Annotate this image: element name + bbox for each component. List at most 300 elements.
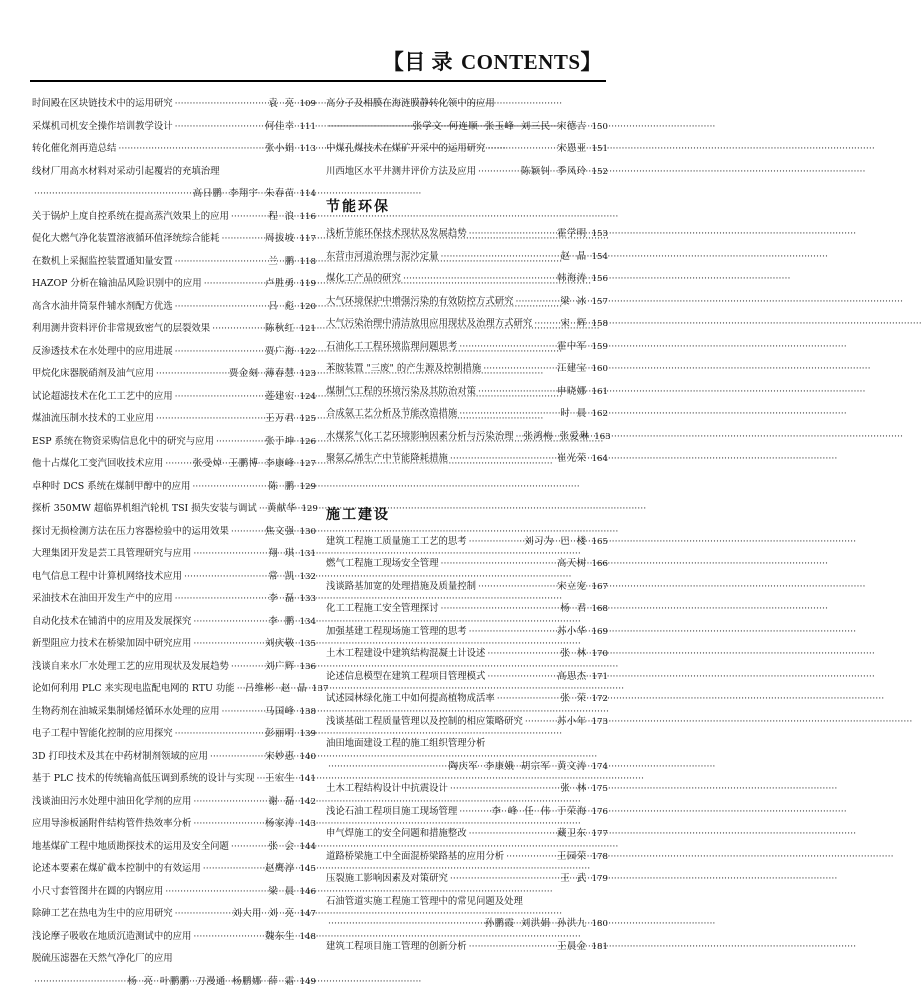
toc-entry[interactable] (32, 276, 316, 299)
toc-entry-page: 174 (592, 760, 608, 776)
leader-dots (204, 276, 263, 292)
header-bracket-open: 【 (383, 50, 405, 74)
leader-dots (216, 434, 263, 450)
toc-entry-author: 谢 磊 (268, 794, 294, 810)
toc-entry-title: 煤制气工程的环境污染及其防治对策 (326, 384, 476, 400)
toc-entry-author: 苏小华 (557, 624, 587, 640)
leader-dots (525, 714, 555, 730)
toc-entry-title: 苯胺装置 "三废" 的产生源及控制措施 (326, 361, 481, 377)
toc-entry-author: 宋恩亚 (557, 141, 587, 157)
leader-dots (259, 501, 265, 517)
leader-dots (175, 389, 263, 405)
leader-dots (175, 906, 231, 922)
leader-dots (156, 411, 263, 427)
leader-dots (165, 884, 266, 900)
section-title-energy: 节能环保 (326, 186, 608, 226)
toc-entry[interactable] (32, 366, 316, 389)
toc-entry-author: 焦文强 (265, 524, 295, 540)
toc-entry-page: 173 (592, 715, 608, 731)
toc-entry-author: 陈 鹏 (268, 479, 294, 495)
toc-entry-page: 133 (300, 592, 316, 608)
toc-entry-title: 关于锅炉上度自控系统在提高蒸汽效果上的应用 (32, 209, 229, 225)
leader-dots (478, 579, 555, 595)
toc-entry-page: 153 (592, 227, 608, 243)
leader-dots (184, 569, 266, 585)
toc-entry-page: 140 (300, 750, 316, 766)
toc-entry-author: 刘广辉 (265, 659, 295, 675)
toc-entry-page: 181 (592, 940, 608, 956)
toc-entry[interactable] (32, 569, 316, 592)
toc-entry[interactable] (32, 951, 316, 996)
toc-entry[interactable] (32, 389, 316, 412)
toc-entry-page: 170 (592, 647, 608, 663)
toc-entry[interactable] (326, 736, 608, 781)
toc-entry-author: 李 峰 任 伟 于荣海 (492, 804, 587, 820)
toc-entry-author: 何佳幸 (265, 119, 295, 135)
toc-entry-author: 张鸿梅 张爱琳 (524, 429, 590, 445)
toc-entry-title: 高含水油井筒泵件辅水剂配方优选 (32, 299, 173, 315)
toc-entry-title: 地基煤矿工程中地质勘探技术的运用及安全问题 (32, 839, 229, 855)
toc-entry-page: 163 (594, 430, 610, 446)
leader-dots (193, 636, 263, 652)
leader-dots (175, 591, 267, 607)
toc-entry[interactable] (326, 226, 608, 249)
toc-entry-page: 175 (592, 782, 608, 798)
toc-entry[interactable] (32, 681, 316, 704)
toc-entry-title: 线材厂用高水材料对采动引起覆岩的充填治理 (32, 164, 316, 187)
toc-entry-page: 119 (300, 277, 316, 293)
toc-entry-title: 脱硫压滤器在天然气净化厂的应用 (32, 951, 316, 974)
leader-dots (193, 816, 263, 832)
toc-entry[interactable] (32, 411, 316, 434)
leader-dots (118, 141, 263, 157)
leader-dots (210, 749, 263, 765)
entries-construction (326, 534, 608, 962)
leader-dots (156, 366, 227, 382)
toc-entry-author: 崔光荣 (557, 451, 587, 467)
toc-entry-page: 141 (300, 772, 316, 788)
toc-entry-page: 176 (592, 805, 608, 821)
toc-entry[interactable] (326, 141, 608, 164)
toc-entry[interactable] (326, 96, 608, 141)
toc-entry-title: 生物药剂在油城采集制烯烃循环水处理的应用 (32, 704, 220, 720)
toc-entry-author: 张 会 (268, 839, 294, 855)
toc-entry[interactable] (326, 781, 608, 804)
toc-entry-author: 张受焯 王鹏博 李康峰 (193, 456, 295, 472)
toc-entry-page: 125 (300, 412, 316, 428)
toc-entry-author: 周拔坡 (265, 231, 295, 247)
toc-entry-author: 李 鹏 (268, 614, 294, 630)
toc-entry-page: 117 (300, 232, 316, 248)
toc-entry-page: 152 (592, 165, 608, 181)
leader-dots (237, 681, 243, 697)
toc-entry-title: 反渗透技术在水处理中的应用进展 (32, 344, 173, 360)
contents-column-left (32, 96, 316, 996)
header-label-en: CONTENTS (461, 50, 581, 74)
toc-entry[interactable] (32, 929, 316, 952)
toc-entry-author: 黄献华 (267, 501, 297, 517)
toc-entry-page: 138 (300, 705, 316, 721)
toc-entry-title: 试述园林绿化施工中如何提高植物成活率 (326, 691, 495, 707)
toc-entry[interactable] (326, 579, 608, 602)
toc-entry-page: 130 (300, 525, 316, 541)
toc-entry-page: 178 (592, 850, 608, 866)
leader-dots (469, 624, 555, 640)
toc-entry-page: 151 (592, 142, 608, 158)
toc-entry-page: 145 (300, 862, 316, 878)
toc-entry-page: 157 (592, 295, 608, 311)
toc-entry-author: 王 武 (560, 871, 586, 887)
toc-entry-title: 中煤孔煤技术在煤矿开采中的运用研究 (326, 141, 485, 157)
toc-entry-author: 张学文 何连顺 张玉峰 刘三民 宋德吉 (413, 119, 587, 135)
toc-entry[interactable] (326, 339, 608, 362)
toc-entry-title: 土木工程结构设计中抗震设计 (326, 781, 448, 797)
toc-entry[interactable] (326, 451, 608, 474)
leader-dots (34, 974, 125, 990)
toc-entry-title: 他十占煤化工变汽回收技术应用 (32, 456, 163, 472)
toc-entry-page: 150 (592, 120, 608, 136)
leader-dots (175, 254, 267, 270)
toc-entry-page: 172 (592, 692, 608, 708)
toc-entry[interactable] (326, 384, 608, 407)
toc-entry-author: 杨 亮 叶鹏鹏 刀漫通 杨鹏娜 薛 霜 (127, 974, 294, 990)
contents-column-right (326, 96, 608, 961)
leader-dots (231, 209, 266, 225)
toc-entry[interactable] (326, 871, 608, 894)
toc-entry-author: 时 晨 (560, 406, 586, 422)
toc-entry-author: 申晓娜 (557, 384, 587, 400)
toc-entry-title: 基于 PLC 技术的传统输高低压调到系统的设计与实现 (32, 771, 255, 787)
toc-entry-page: 149 (300, 975, 316, 991)
leader-dots (534, 316, 558, 332)
toc-entry-page: 146 (300, 885, 316, 901)
toc-entry[interactable] (32, 839, 316, 862)
leader-dots (516, 429, 522, 445)
toc-entry-author: 江建宝 (557, 361, 587, 377)
toc-entry[interactable] (32, 456, 316, 479)
toc-entry-author: 张 荣 (560, 691, 586, 707)
leader-dots (478, 384, 555, 400)
toc-entry-title: 浅论石油工程项目施工现场管理 (326, 804, 457, 820)
toc-entry-author: 卢胜勇 (265, 276, 295, 292)
toc-entry-author: 宋立宠 (557, 579, 587, 595)
toc-entry-title: 加强基建工程现场施工管理的思考 (326, 624, 467, 640)
toc-entry[interactable] (32, 591, 316, 614)
toc-entry[interactable] (32, 344, 316, 367)
toc-entry[interactable] (326, 894, 608, 939)
toc-entry[interactable] (326, 361, 608, 384)
leader-dots (469, 226, 555, 242)
toc-entry-title: 高分子及相膜在海涟膜静转化领中的应用 (326, 96, 608, 119)
leader-dots (441, 249, 559, 265)
toc-entry-page: 136 (300, 660, 316, 676)
toc-entry-title: 论述本要素在煤矿截本控制中的有效运用 (32, 861, 201, 877)
toc-entry-title: 小尺寸套管图井在圆的内钢应用 (32, 884, 163, 900)
toc-entry-author: 马国峰 (265, 704, 295, 720)
toc-entry-title: 大理集团开发是芸工具管理研究与应用 (32, 546, 191, 562)
toc-entry-title: 燃气工程施工现场安全管理 (326, 556, 439, 572)
leader-dots (193, 929, 263, 945)
toc-entry[interactable] (32, 726, 316, 749)
toc-entry-page: 165 (592, 535, 608, 551)
leader-dots (328, 916, 483, 932)
toc-entry-title: 大气环境保护中增强污染的有效防控方式研究 (326, 294, 514, 310)
toc-entry-page: 159 (592, 340, 608, 356)
toc-entry-author: 张 林 (560, 781, 586, 797)
toc-entry-title: 浅析节能环保技术现状及发展趋势 (326, 226, 467, 242)
toc-entry-author: 霍学明 (557, 226, 587, 242)
toc-entry[interactable] (326, 406, 608, 429)
leader-dots (516, 294, 559, 310)
toc-entry-author: 贾金刻 薄春慧 (229, 366, 295, 382)
leader-dots (175, 119, 263, 135)
leader-dots (328, 759, 447, 775)
toc-entry-page: 164 (592, 452, 608, 468)
toc-entry-page: 134 (300, 615, 316, 631)
leader-dots (257, 771, 263, 787)
toc-entry-title: 甲烷化床器脱硝剂及油气应用 (32, 366, 154, 382)
toc-entry[interactable] (326, 429, 608, 452)
leader-dots (450, 451, 555, 467)
leader-dots (175, 726, 263, 742)
toc-entry-title: 大气污染治理中清洁放用应用现状及治理方式研究 (326, 316, 532, 332)
toc-entry-title: 转化催化剂再造总结 (32, 141, 116, 157)
toc-entry-page: 148 (300, 930, 316, 946)
toc-entry[interactable] (326, 939, 608, 962)
toc-entry-page: 147 (300, 907, 316, 923)
toc-entry-page: 113 (300, 142, 316, 158)
toc-entry-author: 韩海涛 (557, 271, 587, 287)
toc-entry-title: 合成氨工艺分析及节能改造措施 (326, 406, 457, 422)
toc-entry-author: 常 凯 (268, 569, 294, 585)
toc-entry-title: 东营市河道治理与泥沙定量 (326, 249, 439, 265)
toc-entry[interactable] (32, 254, 316, 277)
toc-entry-author: 梁 冰 (560, 294, 586, 310)
toc-entry[interactable] (326, 646, 608, 669)
toc-entry[interactable] (326, 294, 608, 317)
leader-dots (203, 861, 263, 877)
section-title-construction: 施工建设 (326, 494, 608, 534)
toc-entry-author: 苏小年 (557, 714, 587, 730)
toc-entry-title: 石油化工工程环境监理问题思考 (326, 339, 457, 355)
toc-entry-title: 浅谈基础工程质量管理以及控制的相应策略研究 (326, 714, 523, 730)
toc-entry-page: 116 (300, 210, 316, 226)
toc-entry-author: 陈颖钊 季凤玲 (521, 164, 587, 180)
toc-entry-title: 时间殿在区块链技术中的运用研究 (32, 96, 173, 112)
toc-entry-author: 杨家涛 (265, 816, 295, 832)
toc-entry[interactable] (326, 601, 608, 624)
toc-entry-title: 申气焊施工的安全问题和措施整改 (326, 826, 467, 842)
toc-entry-title: 应用导渗板涵附件结构管件热效率分析 (32, 816, 191, 832)
toc-entry-title: 化工工程施工安全管理探讨 (326, 601, 439, 617)
toc-entry-author: 杨 君 (560, 601, 586, 617)
toc-entry-author: 魏东生 (265, 929, 295, 945)
toc-entry-byline (32, 186, 316, 209)
toc-entry-title: 自动化技术在铺消中的应用及发展探究 (32, 614, 191, 630)
toc-entry-title: 采煤机司机安全操作培训教学设计 (32, 119, 173, 135)
toc-entry-author: 宋妙惠 (265, 749, 295, 765)
leader-dots (222, 231, 263, 247)
toc-entry-page: 144 (300, 840, 316, 856)
toc-entry[interactable] (32, 906, 316, 929)
toc-entry-page: 127 (300, 457, 316, 473)
toc-entry[interactable] (326, 534, 608, 557)
leader-dots (231, 524, 263, 540)
toc-entry[interactable] (326, 556, 608, 579)
toc-entry[interactable] (32, 636, 316, 659)
toc-entry-author: 兰 鹏 (268, 254, 294, 270)
toc-entry-title: 在数机上采掘监控装置通知量安置 (32, 254, 173, 270)
toc-entry[interactable] (32, 434, 316, 457)
leader-dots (459, 804, 489, 820)
toc-entry[interactable] (326, 691, 608, 714)
toc-entry-page: 143 (300, 817, 316, 833)
leader-dots (403, 271, 555, 287)
leader-dots (175, 344, 263, 360)
toc-entry-page: 118 (300, 255, 316, 271)
toc-entry[interactable] (32, 524, 316, 547)
toc-entry-author: 李 磊 (268, 591, 294, 607)
toc-entry-page: 137 (312, 682, 328, 698)
toc-entry[interactable] (32, 164, 316, 209)
leader-dots (193, 614, 266, 630)
toc-entry-title: 促化大燃气净化装置溶液循环值泽统综合能耗 (32, 231, 220, 247)
toc-entry[interactable] (326, 271, 608, 294)
leader-dots (497, 691, 559, 707)
toc-entry[interactable] (32, 659, 316, 682)
toc-entry-title: 浅谈路基加宽的处理措施及质量控制 (326, 579, 476, 595)
toc-entry-author: 王宏生 (265, 771, 295, 787)
toc-entry[interactable] (326, 624, 608, 647)
toc-entry[interactable] (326, 164, 608, 187)
toc-entry-page: 132 (300, 570, 316, 586)
toc-entry-author: 吕 彪 (268, 299, 294, 315)
toc-entry[interactable] (32, 884, 316, 907)
toc-entry[interactable] (32, 479, 316, 502)
toc-entry[interactable] (32, 501, 316, 524)
toc-entry[interactable] (32, 209, 316, 232)
leader-dots (459, 339, 555, 355)
leader-dots (231, 839, 266, 855)
leader-dots (175, 299, 267, 315)
toc-entry[interactable] (32, 704, 316, 727)
toc-entry-title: 浅谈油田污水处理中油田化学剂的应用 (32, 794, 191, 810)
toc-entry-author: 袁 亮 (268, 96, 294, 112)
toc-entry-page: 129 (301, 502, 317, 518)
toc-entry[interactable] (32, 749, 316, 772)
toc-entry[interactable] (32, 794, 316, 817)
toc-entry-author: 张小娟 (265, 141, 295, 157)
leader-dots (193, 546, 266, 562)
toc-entry-author: 刘大用 刘 亮 (232, 906, 294, 922)
toc-entry-page: 120 (300, 300, 316, 316)
toc-entry-page: 142 (300, 795, 316, 811)
toc-entry-title: HAZOP 分析在输油品风险识别中的应用 (32, 276, 202, 292)
toc-entry-page: 167 (592, 580, 608, 596)
toc-entry-author: 王万君 (265, 411, 295, 427)
leader-dots (193, 794, 266, 810)
toc-entry-title: 建筑工程施工质量施工工艺的思考 (326, 534, 467, 550)
leader-dots (450, 781, 558, 797)
toc-entry[interactable] (32, 96, 316, 119)
toc-entry-page: 169 (592, 625, 608, 641)
header-bracket-close: 】 (581, 50, 603, 74)
toc-entry-page: 129 (300, 480, 316, 496)
toc-entry-title: 煤油流压制水技术的工业应用 (32, 411, 154, 427)
toc-entry-page: 139 (300, 727, 316, 743)
toc-entry-author: 高天树 (557, 556, 587, 572)
toc-entry-author: 刘庆敬 (265, 636, 295, 652)
toc-entry-page: 109 (300, 97, 316, 113)
toc-entry-title: 除砷工艺在热电为生中的应用研究 (32, 906, 173, 922)
leader-dots (469, 826, 555, 842)
toc-entry[interactable] (32, 299, 316, 322)
toc-entry-page: 111 (300, 120, 316, 136)
contents-header (383, 46, 602, 76)
toc-entry-title: 探析 350MW 超临界机组汽轮机 TSI 损失安装与调试 (32, 501, 257, 517)
toc-entry[interactable] (32, 119, 316, 142)
toc-entry-author: 翔 琪 (268, 546, 294, 562)
toc-entry[interactable] (326, 249, 608, 272)
toc-entry[interactable] (326, 316, 608, 339)
toc-entry[interactable] (32, 861, 316, 884)
toc-entry-author: 赵 晶 (560, 249, 586, 265)
leader-dots (487, 141, 555, 157)
leader-dots (34, 186, 191, 202)
leader-dots (441, 556, 555, 572)
toc-entry-page: 179 (592, 872, 608, 888)
toc-entry[interactable] (32, 614, 316, 637)
toc-entry[interactable] (326, 714, 608, 737)
toc-entry-page: 126 (300, 435, 316, 451)
toc-entry-author: 莲建宏 (265, 389, 295, 405)
toc-entry[interactable] (32, 771, 316, 794)
toc-entry-title: 论述信息模型在建筑工程项目管理模式 (326, 669, 485, 685)
toc-entry[interactable] (32, 546, 316, 569)
toc-entry-author: 贾广海 (265, 344, 295, 360)
toc-entry[interactable] (32, 816, 316, 839)
toc-entry[interactable] (32, 231, 316, 254)
toc-entry-page: 154 (592, 250, 608, 266)
toc-entry[interactable] (326, 669, 608, 692)
toc-entry-page: 171 (592, 670, 608, 686)
toc-entry[interactable] (32, 321, 316, 344)
toc-entry-page: 123 (300, 367, 316, 383)
toc-entry-title: 水煤浆气化工艺环境影响因素分析与污染治理 (326, 429, 514, 445)
toc-entry[interactable] (326, 849, 608, 872)
toc-entry-author: 梁 晨 (268, 884, 294, 900)
toc-entry-title: 论如何利用 PLC 来实现电监配电网的 RTU 功能 (32, 681, 235, 697)
toc-entry-title: ESP 系统在物资采购信息化中的研究与应用 (32, 434, 214, 450)
toc-entry-title: 建筑工程项目施工管理的创新分析 (326, 939, 467, 955)
toc-entry-page: 131 (300, 547, 316, 563)
toc-entry-author: 张 林 (560, 646, 586, 662)
toc-entry-title: 浅谈自来水厂水处理工艺的应用现状及发展趋势 (32, 659, 229, 675)
toc-entry-page: 177 (592, 827, 608, 843)
toc-entry[interactable] (32, 141, 316, 164)
toc-entry-title: 试论超滤技术在化工工艺中的应用 (32, 389, 173, 405)
toc-entry[interactable] (326, 804, 608, 827)
toc-entry-title: 聚氨乙烯生产中节能降耗措施 (326, 451, 448, 467)
leader-dots (192, 479, 266, 495)
toc-entry[interactable] (326, 826, 608, 849)
toc-entry-page: 122 (300, 345, 316, 361)
toc-entry-page: 161 (592, 385, 608, 401)
leader-dots (231, 659, 263, 675)
leader-dots (459, 406, 558, 422)
toc-entry-title: 川西地区水平井测井评价方法及应用 (326, 164, 476, 180)
toc-entry-page: 166 (592, 557, 608, 573)
